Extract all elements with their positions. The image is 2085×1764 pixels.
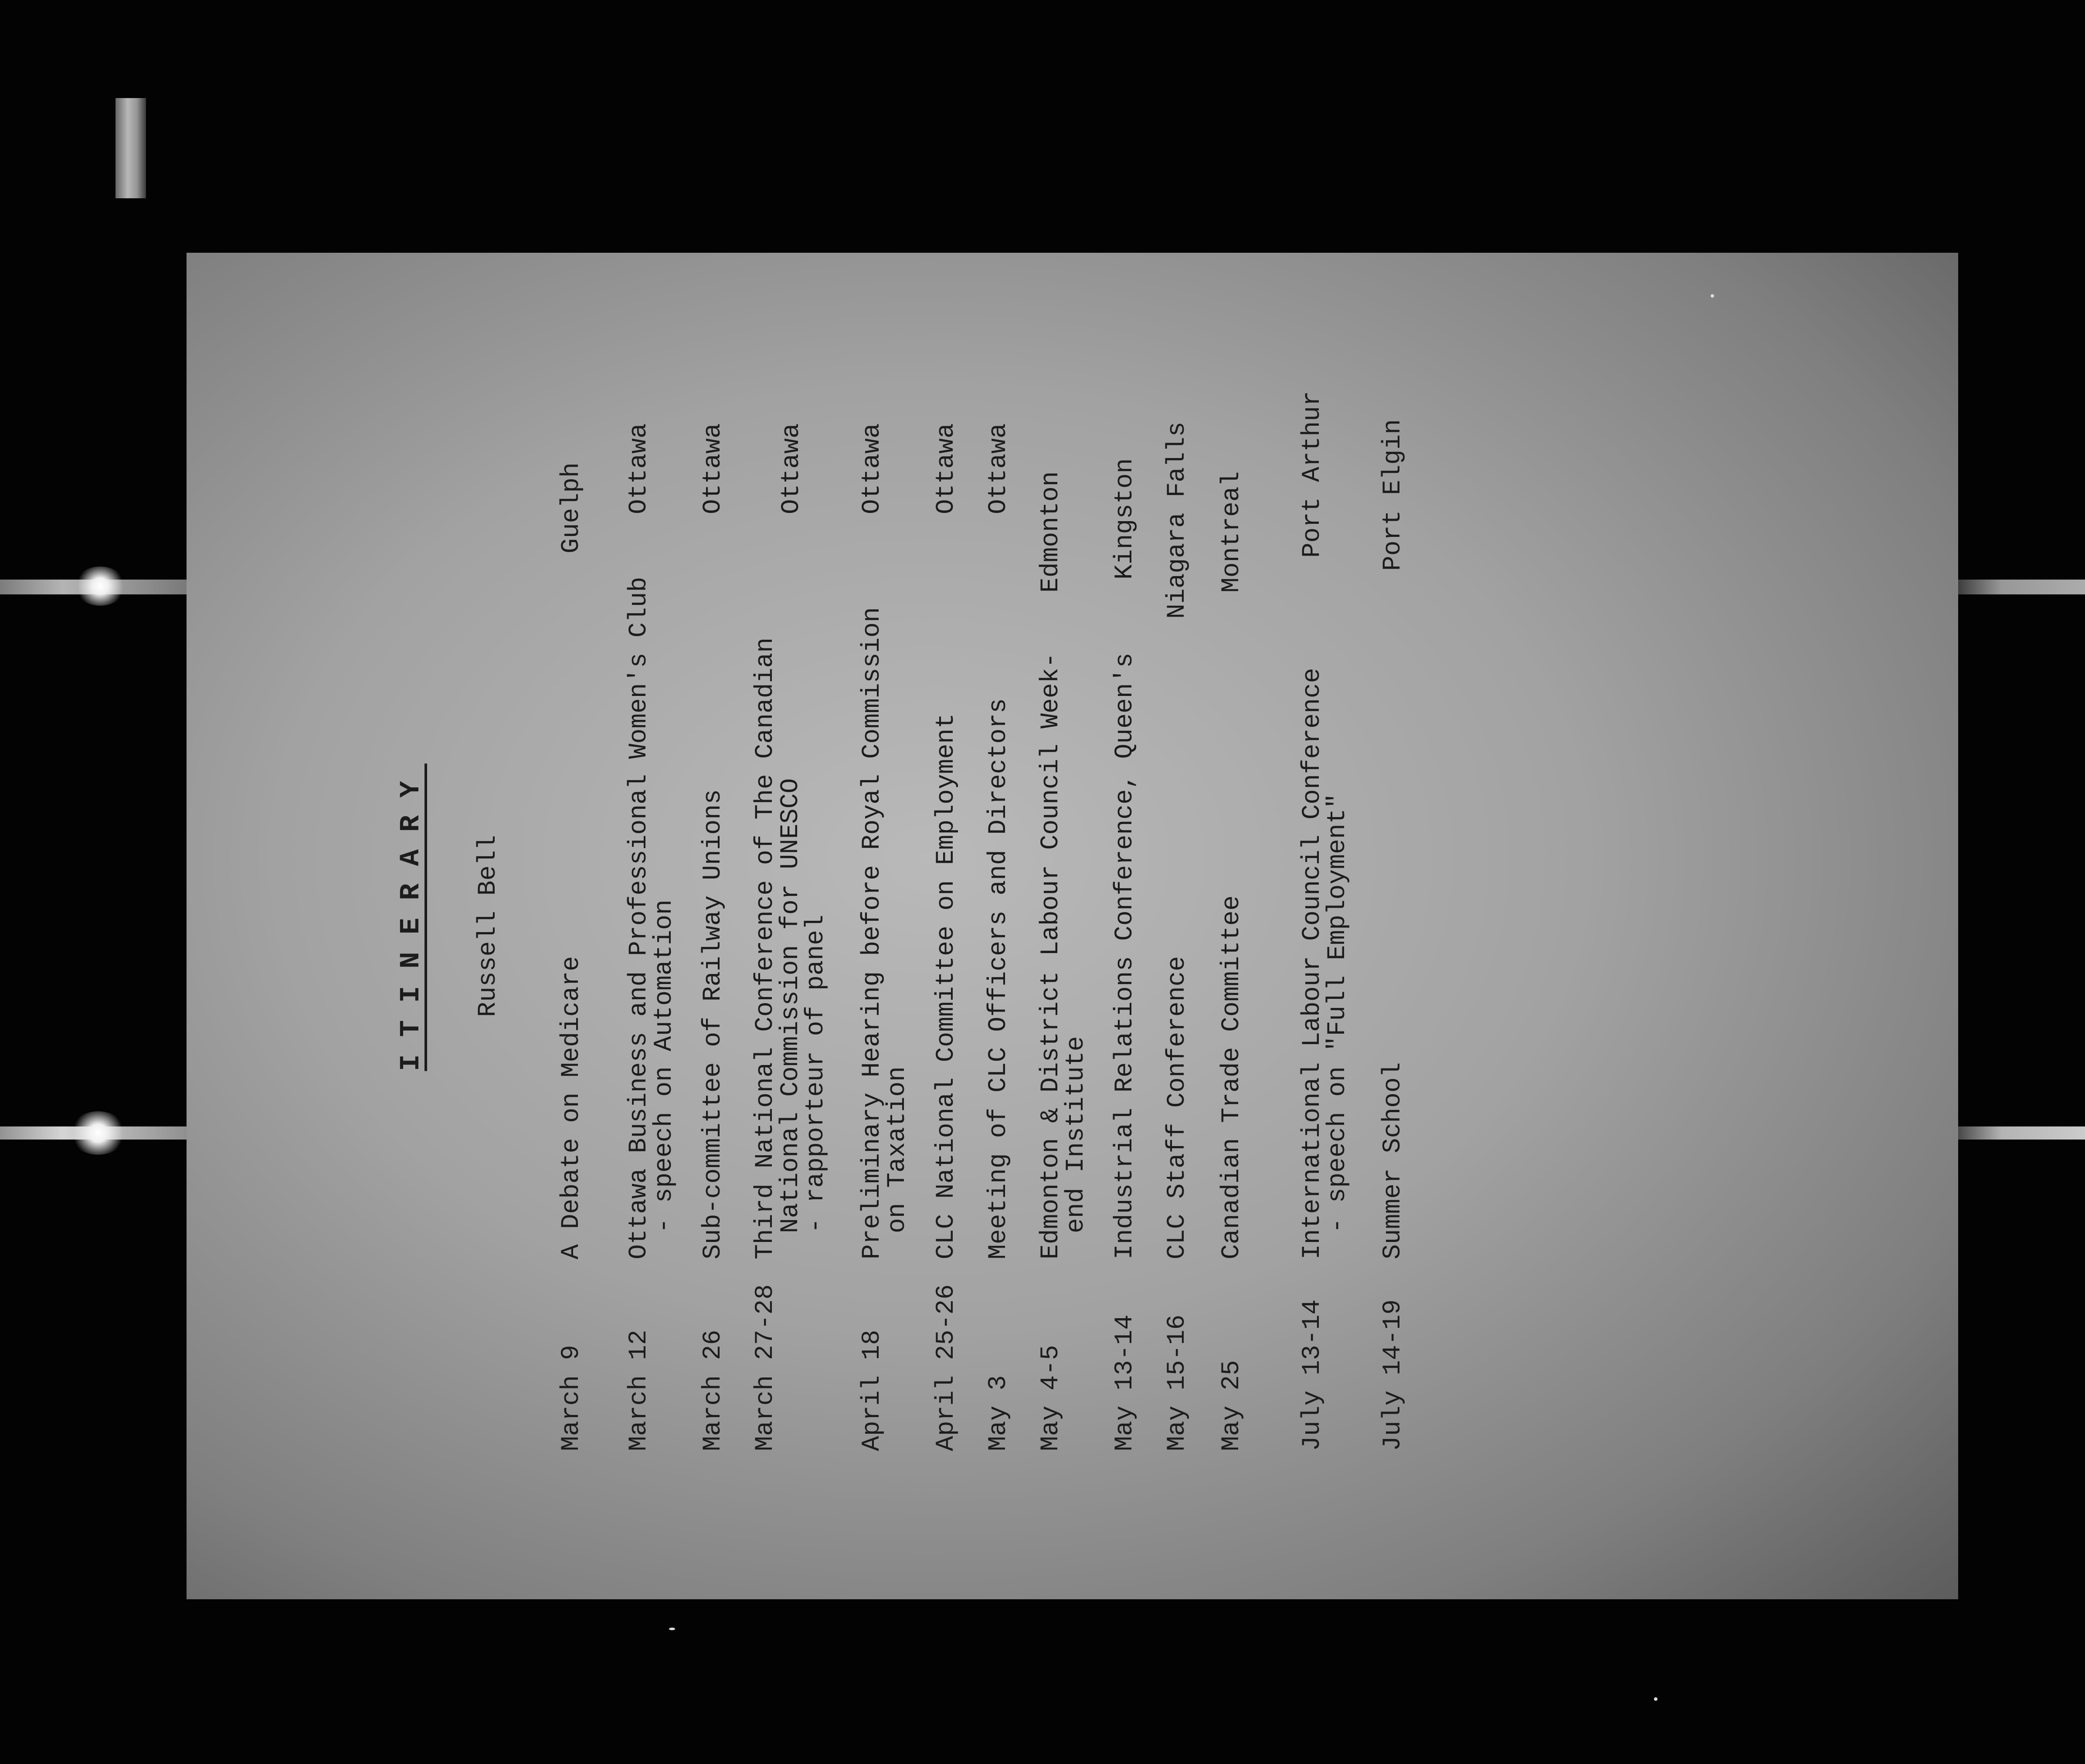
- document-title: ITINERARY: [396, 763, 427, 1071]
- entry-place: Port Elgin: [1379, 419, 1407, 571]
- entry-date: July 14-19: [1379, 1299, 1407, 1451]
- entry-date: May 13-14: [1111, 1314, 1139, 1451]
- entry-description: Ottawa Business and Professional Women's Club - speech on Automation: [625, 577, 679, 1259]
- entry-place: Port Arthur: [1298, 391, 1327, 558]
- entry-date: March 9: [557, 1345, 586, 1451]
- entry-place: Ottawa: [625, 423, 653, 514]
- dust-speck: [1654, 1697, 1657, 1701]
- entry-description: Meeting of CLC Officers and Directors: [985, 698, 1013, 1259]
- document-subtitle: Russell Bell: [474, 835, 503, 1017]
- entry-place: Montreal: [1218, 471, 1246, 593]
- rotated-content: [187, 253, 1958, 1599]
- entry-place: Ottawa: [985, 423, 1013, 514]
- entry-date: May 25: [1218, 1360, 1246, 1451]
- light-flare-bottom: [70, 1111, 126, 1155]
- entry-date: May 3: [985, 1375, 1013, 1451]
- entry-description: International Labour Council Conference - speech on "Full Employment": [1298, 668, 1352, 1259]
- entry-date: April 18: [858, 1330, 886, 1451]
- entry-date: April 25-26: [932, 1284, 961, 1451]
- entry-description: Third National Conference of The Canadian National Commission for UNESCO - rapporteur of panel: [751, 637, 830, 1259]
- entry-description: Preliminary Hearing before Royal Commission on Taxation: [858, 607, 912, 1259]
- entry-description: Edmonton & District Labour Council Week- end Institute: [1037, 652, 1090, 1259]
- entry-date: May 4-5: [1037, 1345, 1065, 1451]
- dust-speck: [1711, 294, 1714, 298]
- entry-description: CLC Staff Conference: [1163, 956, 1192, 1259]
- entry-date: May 15-16: [1163, 1314, 1192, 1451]
- entry-place: Ottawa: [699, 423, 727, 514]
- entry-description: Sub-committee of Railway Unions: [699, 789, 727, 1259]
- light-flare-top: [74, 567, 126, 606]
- entry-description: A Debate on Medicare: [557, 956, 586, 1259]
- entry-description: Industrial Relations Conference, Queen's: [1111, 652, 1139, 1259]
- entry-place: Ottawa: [858, 423, 886, 514]
- document-page: [187, 253, 1958, 1599]
- entry-description: Canadian Trade Committee: [1218, 895, 1246, 1259]
- entry-place: Ottawa: [932, 423, 961, 514]
- entry-date: March 27-28: [751, 1284, 780, 1451]
- entry-date: July 13-14: [1298, 1299, 1327, 1451]
- entry-place: Ottawa: [778, 423, 806, 514]
- dust-speck: [669, 1628, 675, 1630]
- entry-place: Guelph: [557, 462, 586, 553]
- entry-place: Niagara Falls: [1163, 421, 1192, 619]
- film-edge-mark: [115, 98, 146, 198]
- entry-place: Edmonton: [1037, 471, 1065, 593]
- entry-description: Summer School: [1379, 1062, 1407, 1259]
- entry-description: CLC National Committee on Employment: [932, 713, 961, 1259]
- entry-date: March 26: [699, 1330, 727, 1451]
- entry-place: Kingston: [1111, 458, 1139, 580]
- entry-date: March 12: [625, 1330, 653, 1451]
